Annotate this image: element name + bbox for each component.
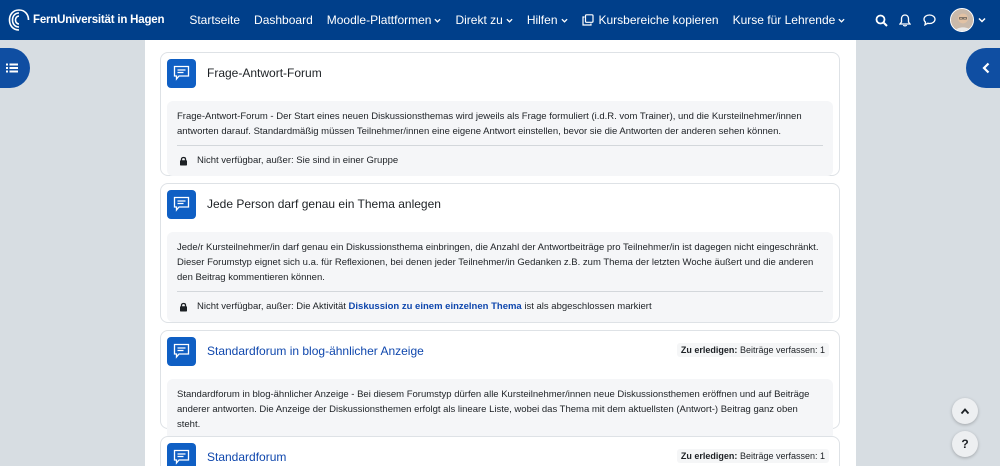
bell-icon — [899, 14, 911, 27]
brand-logo[interactable] — [8, 0, 164, 40]
notifications-button[interactable] — [894, 0, 916, 40]
nav-label: Kursbereiche kopieren — [598, 13, 719, 27]
todo-text: Beiträge verfassen: 1 — [737, 345, 825, 355]
availability-restriction — [177, 145, 823, 168]
chevron-down-icon — [434, 17, 441, 24]
list-icon — [6, 63, 18, 73]
nav-startseite[interactable] — [189, 0, 240, 40]
activity-title-link[interactable]: Standardforum — [207, 450, 287, 464]
chevron-up-icon — [960, 407, 970, 415]
nav-kurse-fuer-lehrende[interactable] — [733, 0, 846, 40]
activity-title: Jede Person darf genau ein Thema anlegen — [207, 197, 441, 211]
description-text: Frage-Antwort-Forum - Der Start eines neuen Diskussionsthemas wird jeweils als Frage formuliert (i.d.R. vom Trainer), und die Kursteilnehmer/innen antworten darauf. Standardmäßig müssen Teilnehmer/innen eine eigene Antwort einstellen, bevor sie die Antworten der anderen sehen können. — [177, 111, 802, 137]
description-text: Jede/r Kursteilnehmer/in darf genau ein Diskussionsthema einbringen, die Anzahl der Antwortbeiträge pro Teilnehmer/in ist dagegen nicht eingeschränkt. Dieser Forumstyp eignet sich u.a. für Reflexionen, bei denen jeder Teilnehmer/in Gedanken z.B. zum Thema der letzten Woche äußert und die anderen den Beitrag kommentieren können. — [177, 242, 819, 283]
search-button[interactable] — [870, 0, 892, 40]
activity-description — [167, 232, 833, 322]
copy-icon — [582, 14, 594, 26]
activity-card — [160, 436, 840, 466]
nav-label: Startseite — [189, 13, 241, 27]
forum-icon — [167, 59, 196, 88]
todo-label: Zu erledigen: — [680, 451, 738, 461]
chevron-left-icon — [981, 62, 991, 74]
course-content — [145, 40, 856, 466]
help-label: ? — [961, 437, 969, 451]
messages-button[interactable] — [918, 0, 940, 40]
activity-header — [161, 437, 839, 466]
activity-title-link[interactable]: Standardforum in blog-ähnlicher Anzeige — [207, 344, 424, 358]
restriction-suffix: ist als abgeschlossen markiert — [521, 301, 652, 312]
chevron-down-icon — [506, 17, 513, 24]
activity-description — [167, 379, 833, 440]
nav-kursbereiche-kopieren[interactable] — [582, 0, 719, 40]
activity-header — [161, 184, 839, 224]
chevron-down-icon — [838, 17, 845, 24]
completion-todo-badge — [677, 343, 829, 357]
activity-header — [161, 53, 839, 93]
activity-header — [161, 331, 839, 371]
fernuni-logo-icon — [8, 8, 30, 32]
course-index-toggle[interactable] — [0, 48, 30, 88]
nav-hilfen[interactable] — [527, 0, 568, 40]
top-navbar — [0, 0, 1000, 40]
restriction-text — [197, 299, 652, 314]
brand-name: FernUniversität in Hagen — [33, 14, 165, 26]
primary-navigation — [189, 0, 859, 40]
back-to-top-button[interactable] — [952, 398, 978, 424]
nav-direkt-zu[interactable] — [455, 0, 512, 40]
activity-description — [167, 101, 833, 176]
nav-label: Kurse für Lehrende — [732, 13, 836, 27]
nav-dashboard[interactable] — [254, 0, 313, 40]
chat-icon — [923, 14, 936, 26]
nav-moodle-plattformen[interactable] — [327, 0, 442, 40]
nav-label: Dashboard — [254, 13, 313, 27]
help-button[interactable] — [952, 431, 978, 457]
chevron-down-icon — [561, 17, 568, 24]
nav-label: Moodle-Plattformen — [326, 13, 432, 27]
restriction-text: Nicht verfügbar, außer: Sie sind in einer Gruppe — [197, 155, 399, 166]
restriction-prefix: Nicht verfügbar, außer: Die Aktivität — [197, 301, 349, 312]
completion-todo-badge — [677, 449, 829, 463]
restriction-activity-link[interactable]: Diskussion zu einem einzelnen Thema — [348, 301, 522, 312]
user-navigation — [870, 0, 1000, 40]
user-avatar-icon — [951, 9, 974, 32]
todo-label: Zu erledigen: — [680, 345, 738, 355]
block-drawer-toggle[interactable] — [966, 48, 1000, 88]
nav-label: Hilfen — [526, 13, 558, 27]
lock-icon — [179, 156, 188, 166]
chevron-down-icon[interactable] — [978, 16, 986, 24]
activity-card — [160, 52, 840, 176]
search-icon — [875, 14, 888, 27]
todo-text: Beiträge verfassen: 1 — [737, 451, 825, 461]
forum-icon — [167, 443, 196, 466]
forum-icon — [167, 337, 196, 366]
nav-label: Direkt zu — [455, 13, 503, 27]
availability-restriction — [177, 291, 823, 314]
forum-icon — [167, 190, 196, 219]
description-text: Standardforum in blog-ähnlicher Anzeige - Bei diesem Forumstyp dürfen alle Kursteilnehmer/innen neue Diskussionsthemen eröffnen und auf Beiträge anderer antworten. Die Anzeige der Diskussionsthemen erfolgt als lineare Liste, wobei das Thema mit dem aktuellsten (Antwort-) Beitrag ganz oben steht. — [177, 389, 810, 430]
activity-card — [160, 183, 840, 323]
avatar[interactable] — [950, 8, 974, 32]
activity-title: Frage-Antwort-Forum — [207, 66, 322, 80]
lock-icon — [179, 302, 188, 312]
activity-card — [160, 330, 840, 429]
